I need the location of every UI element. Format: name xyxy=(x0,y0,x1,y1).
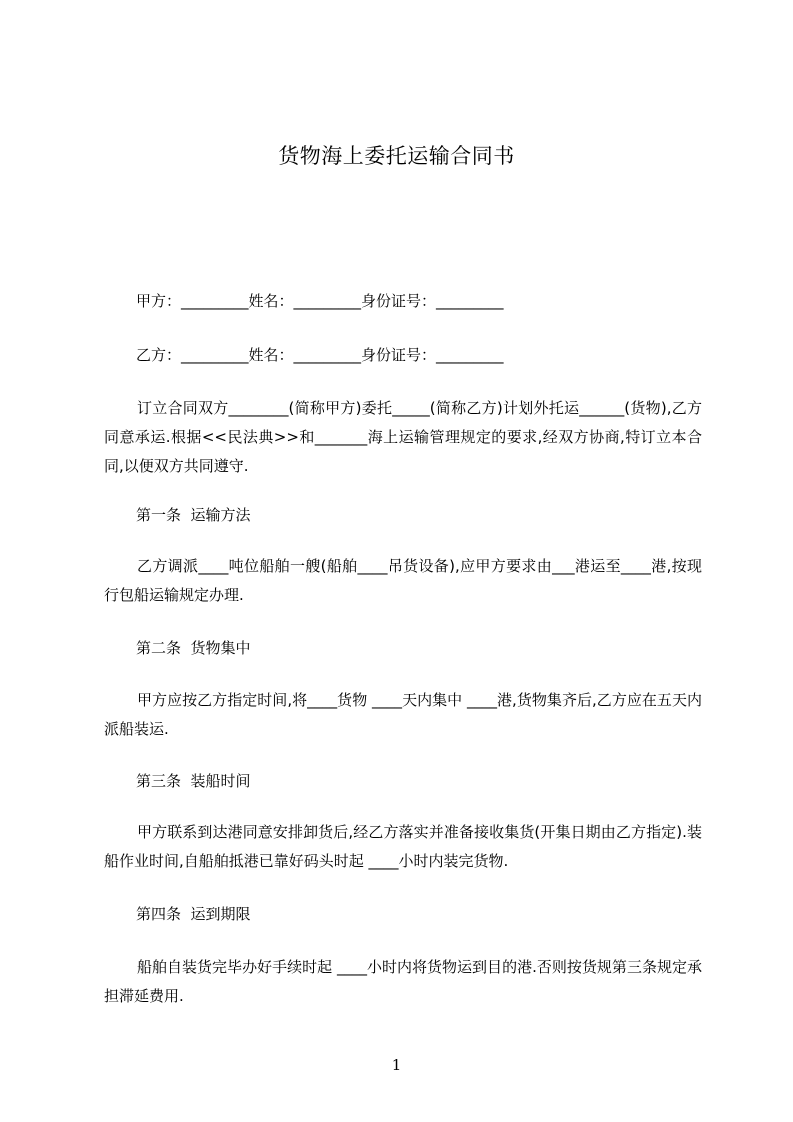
intro-paragraph: 订立合同双方________(简称甲方)委托_____(简称乙方)计划外托运______(货物),乙方同意承运.根据<<民法典>>和_______海上运输管理规定的要求,经双方协商,特订立本合同,以便双方共同遵守. xyxy=(104,399,702,475)
article-2-heading: 第二条 货物集中 xyxy=(136,639,251,657)
article-4-body: 船舶自装货完毕办好手续时起 ____小时内将货物运到目的港.否则按货规第三条规定承担滞延费用. xyxy=(104,958,702,1005)
article-1-body: 乙方调派____吨位船舶一艘(船舶____吊货设备),应甲方要求由___港运至____港,按现行包船运输规定办理. xyxy=(104,557,702,604)
article-3-heading: 第三条 装船时间 xyxy=(136,772,251,790)
article-4-heading: 第四条 运到期限 xyxy=(136,905,251,923)
party-b-line: 乙方：_________姓名：_________身份证号：_________ xyxy=(136,346,504,364)
document-title: 货物海上委托运输合同书 xyxy=(278,144,515,168)
article-1-heading: 第一条 运输方法 xyxy=(136,506,251,524)
article-3-body: 甲方联系到达港同意安排卸货后,经乙方落实并准备接收集货(开集日期由乙方指定).装船作业时间,自船舶抵港已靠好码头时起 ____小时内装完货物. xyxy=(104,823,702,870)
article-2-body: 甲方应按乙方指定时间,将____货物 ____天内集中 ____港,货物集齐后,乙方应在五天内派船装运. xyxy=(104,691,702,738)
party-a-line: 甲方：_________姓名：_________身份证号：_________ xyxy=(136,292,504,310)
page-number: 1 xyxy=(391,1056,402,1074)
